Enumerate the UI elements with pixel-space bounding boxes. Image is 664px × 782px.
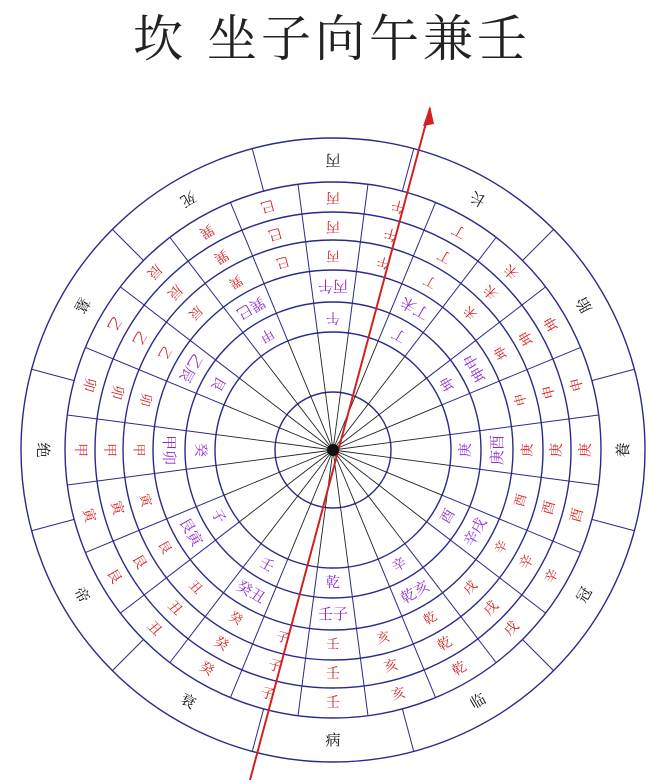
ring5-label: 庚 — [578, 443, 594, 457]
ring5-label: 子 — [258, 684, 277, 704]
ring3-label: 未 — [460, 302, 481, 323]
outer-ring-label: 冠 — [572, 583, 596, 607]
ring5-label: 巽 — [196, 220, 217, 242]
ring-spoke — [67, 415, 216, 435]
ring3-label: 癸 — [226, 609, 245, 629]
ring5-label: 丁 — [449, 220, 470, 242]
outer-spoke — [523, 229, 554, 260]
ring2-label: 庚酉 — [488, 434, 506, 466]
ring4-label: 辰 — [164, 281, 186, 303]
ring5-label: 乾 — [449, 658, 470, 680]
ring4-label: 甲 — [101, 443, 117, 457]
ring3-label: 乙 — [154, 343, 174, 362]
ring3-label: 辛 — [492, 538, 512, 557]
ring5-label: 卯 — [79, 375, 99, 394]
ring3-label: 戌 — [460, 577, 481, 598]
ring4-label: 子 — [266, 656, 284, 676]
ring4-label: 未 — [480, 281, 502, 303]
ring4-label: 戌 — [480, 597, 502, 619]
ring4-label: 申 — [539, 383, 559, 401]
ring5-label: 甲 — [72, 443, 88, 457]
ring3-label: 申 — [512, 391, 531, 408]
ring1-label: 坤 — [437, 373, 459, 394]
ring1-label: 子 — [207, 506, 229, 527]
ring1-label: 午 — [326, 309, 340, 325]
ring4-label: 亥 — [382, 656, 400, 676]
ring4-label: 巳 — [266, 224, 284, 244]
ring2-label: 丁未 — [397, 292, 433, 324]
ring2-label: 辛戌 — [459, 514, 491, 550]
ring5-label: 壬 — [326, 695, 340, 711]
ring3-label: 巽 — [226, 271, 245, 291]
ring1-label: 甲 — [256, 324, 277, 346]
ring4-label: 寅 — [107, 499, 127, 517]
ring-spoke — [298, 184, 318, 333]
outer-spoke — [112, 640, 143, 671]
ring5-label: 艮 — [103, 566, 125, 587]
ring4-label: 坤 — [516, 327, 538, 349]
ring3-label: 子 — [274, 629, 291, 648]
ring-spoke — [450, 465, 599, 485]
ring4-label: 丙 — [326, 218, 340, 234]
ring2-label: 甲卯 — [160, 434, 178, 466]
outer-ring-label: 临 — [466, 689, 490, 713]
ring1-label: 壬 — [256, 554, 277, 576]
ring4-label: 辛 — [516, 551, 538, 573]
diagram-title: 坎 坐子向午兼壬 — [133, 10, 531, 68]
ring4-label: 庚 — [549, 443, 565, 457]
outer-spoke — [32, 519, 75, 530]
ring3-label: 亥 — [375, 629, 392, 648]
outer-ring-label: 墓 — [70, 293, 94, 317]
ring5-label: 丑 — [143, 618, 165, 640]
ring5-label: 丙 — [326, 189, 340, 205]
needle-arrowhead — [423, 106, 434, 126]
ring5-label: 辛 — [541, 566, 563, 587]
ring4-label: 乙 — [128, 327, 150, 349]
ring1-label: 艮 — [207, 373, 229, 394]
ring5-label: 辰 — [143, 260, 165, 282]
ring1-label: 癸 — [192, 443, 208, 457]
ring3-label: 卯 — [135, 391, 154, 408]
ring2-label: 乾亥 — [397, 576, 433, 608]
center-pivot — [327, 444, 339, 456]
ring2-label: 癸丑 — [233, 576, 269, 608]
outer-ring-label: 病 — [325, 731, 341, 749]
ring4-label: 丑 — [164, 597, 186, 619]
outer-ring-label: 衰 — [176, 689, 200, 713]
ring4-label: 壬 — [326, 666, 340, 682]
ring5-label: 乙 — [103, 313, 125, 334]
outer-spoke — [252, 149, 263, 192]
ring1-label: 酉 — [437, 506, 459, 527]
ring3-label: 酉 — [512, 492, 531, 509]
direction-needle — [250, 108, 430, 780]
outer-spoke — [592, 519, 635, 530]
ring4-label: 癸 — [210, 633, 232, 655]
ring4-label: 卯 — [107, 383, 127, 401]
outer-spoke — [112, 229, 143, 260]
ring3-label: 巳 — [274, 252, 291, 271]
ring4-label: 午 — [382, 224, 400, 244]
ring1-label: 乾 — [326, 575, 340, 591]
outer-ring-label: 丙 — [325, 151, 341, 169]
ring3-label: 艮 — [154, 538, 174, 557]
outer-ring-label: 養 — [614, 442, 632, 458]
outer-spoke — [252, 709, 263, 752]
ring5-label: 寅 — [79, 506, 99, 525]
ring5-label: 未 — [501, 260, 523, 282]
ring3-label: 寅 — [135, 492, 154, 509]
ring1-label: 庚 — [458, 443, 474, 457]
outer-ring-label: 帝 — [70, 583, 94, 607]
ring3-label: 丁 — [421, 271, 440, 291]
outer-ring-label: 长 — [466, 187, 490, 211]
ring3-label: 庚 — [520, 443, 536, 457]
outer-spoke — [402, 149, 413, 192]
ring5-label: 癸 — [196, 658, 217, 680]
ring4-label: 艮 — [128, 551, 150, 573]
ring4-label: 丁 — [434, 245, 456, 267]
outer-spoke — [32, 369, 75, 380]
ring-spoke — [348, 567, 368, 716]
ring2-label: 巽巳 — [233, 292, 269, 324]
ring2-label: 丙午 — [317, 277, 349, 295]
outer-ring-label: 胎 — [572, 293, 596, 317]
ring4-label: 乾 — [434, 633, 456, 655]
ring5-label: 申 — [567, 375, 587, 394]
ring1-label: 丁 — [389, 324, 410, 346]
outer-spoke — [592, 369, 635, 380]
ring1-label: 辛 — [389, 554, 410, 576]
ring2-label: 壬子 — [317, 605, 349, 623]
ring5-label: 亥 — [389, 684, 408, 704]
ring2-label: 艮寅 — [175, 514, 207, 550]
ring-spoke — [67, 465, 216, 485]
ring5-label: 巳 — [258, 196, 277, 216]
ring3-label: 壬 — [326, 637, 340, 653]
ring3-label: 坤 — [492, 343, 512, 362]
ring4-label: 酉 — [539, 499, 559, 517]
ring3-label: 甲 — [130, 443, 146, 457]
outer-ring-label: 死 — [176, 187, 200, 211]
ring-spoke — [348, 184, 368, 333]
ring3-label: 乾 — [421, 609, 440, 629]
outer-ring-label: 绝 — [34, 442, 52, 458]
ring5-label: 午 — [389, 196, 408, 216]
ring2-label: 坤申 — [459, 350, 491, 386]
outer-spoke — [523, 640, 554, 671]
ring5-label: 酉 — [567, 506, 587, 525]
ring-spoke — [450, 415, 599, 435]
ring5-label: 坤 — [541, 313, 563, 334]
ring2-label: 乙辰 — [175, 350, 207, 386]
outer-spoke — [402, 709, 413, 752]
ring4-label: 巽 — [210, 245, 232, 267]
ring3-label: 午 — [375, 252, 392, 271]
ring3-label: 丑 — [185, 577, 206, 598]
ring3-label: 丙 — [326, 247, 340, 263]
ring5-label: 戌 — [501, 618, 523, 640]
ring3-label: 辰 — [185, 302, 206, 323]
